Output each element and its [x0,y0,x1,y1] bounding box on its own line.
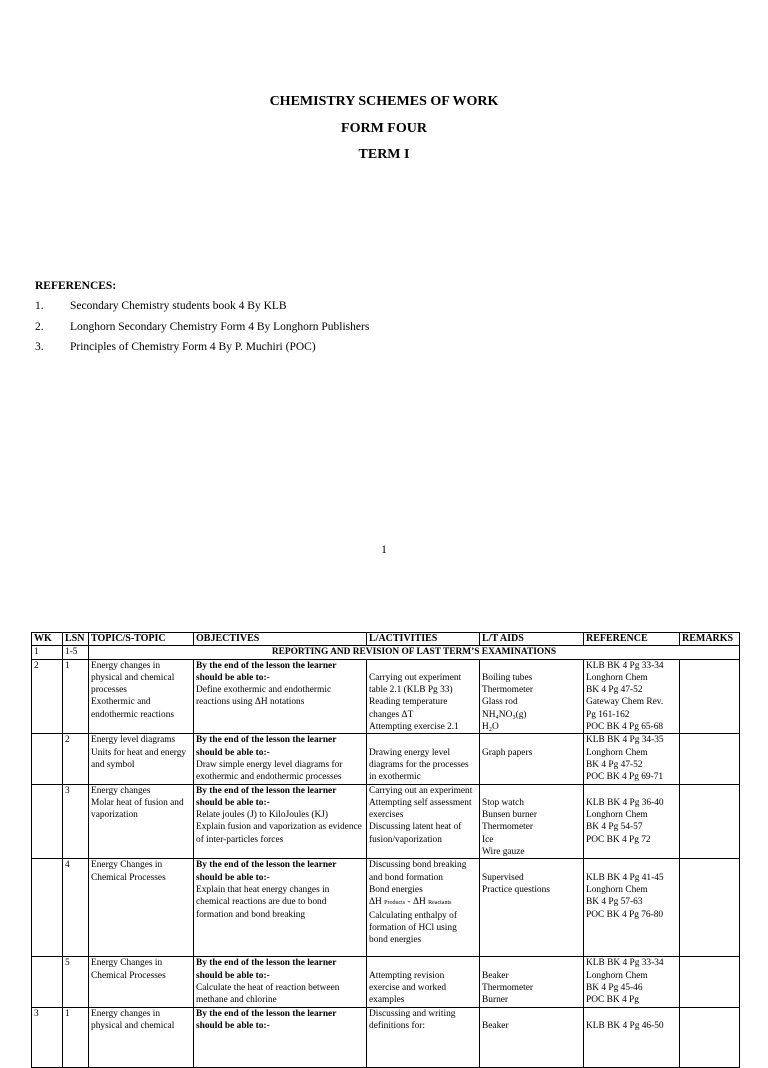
cell-objectives [194,784,367,859]
aid-line: Beaker [482,970,509,981]
header-activities: L/ACTIVITIES [367,633,480,646]
references-heading: REFERENCES: [35,280,117,292]
reference-item [35,299,369,320]
reference-line: POC BK 4 Pg 76-80 [586,909,664,920]
cell-reference [584,1007,680,1067]
scheme-of-work-table [31,632,740,1068]
table-row [32,734,740,784]
reference-number: 3. [35,341,44,353]
aid-line: Beaker [482,1020,509,1031]
topic-line: Exothermic and endothermic reactions [91,697,175,720]
cell-activities [367,1007,480,1067]
aid-line: Glass rod [482,697,518,708]
cell-lsn: 4 [63,859,89,957]
reference-line: KLB BK 4 Pg 33-34 [586,958,664,969]
cell-remarks [680,957,740,1007]
cell-lsn: 5 [63,957,89,1007]
cell-aids [480,957,584,1007]
cell-lsn: 2 [63,734,89,784]
cell-lsn: 1 [63,659,89,734]
term-title: TERM I [358,147,410,162]
header-reference: REFERENCE [584,633,680,646]
cell-topic [89,784,194,859]
aid-line: NH₄NO₃(g) [482,709,527,720]
cell-reference [584,784,680,859]
cell-topic [89,734,194,784]
cell-aids [480,784,584,859]
cell-activities [367,659,480,734]
reference-line: Longhorn Chem [586,747,648,758]
cell-topic [89,659,194,734]
reference-line: POC BK 4 Pg 69-71 [586,772,664,783]
header-remarks: REMARKS [680,633,740,646]
header-objectives: OBJECTIVES [194,633,367,646]
aid-line: Graph papers [482,747,533,758]
topic-line: Energy changes in physical and chemical processes [91,660,175,696]
activity-line: Discussing and writing definitions for: [369,1008,456,1031]
reference-line: POC BK 4 Pg [586,995,639,1006]
topic-line: Energy changes in physical and chemical [91,1008,175,1031]
cell-lsn: 1-5 [63,646,89,659]
activity-line: Bond energies [369,884,423,895]
objective-text: Calculate the heat of reaction between methane and chlorine [196,982,340,1006]
reference-number: 2. [35,320,44,333]
reference-line: Longhorn Chem [586,672,648,683]
objective-lead: By the end of the lesson the learner should be able to:- [196,958,337,981]
cell-objectives [194,957,367,1007]
cell-activities [367,734,480,784]
products-subscript: Products [384,900,406,907]
cell-objectives [194,1007,367,1067]
table-row [32,784,740,859]
reference-line: KLB BK 4 Pg 33-34 [586,660,664,671]
cell-remarks [680,784,740,859]
aid-line: Thermometer [482,685,534,696]
activity-line: Attempting revision exercise and worked examples [369,970,447,1006]
aid-line: Stop watch [482,797,524,808]
aid-line: Supervised [482,872,524,883]
reactants-subscript: Reactants [428,900,452,907]
cell-remarks [680,734,740,784]
activity-line: Reading temperature changes ΔT [369,697,448,720]
aid-line: Wire gauze [482,847,525,858]
reference-line: KLB BK 4 Pg 41-45 [586,872,664,883]
reference-line: Longhorn Chem [586,810,648,821]
cell-wk [32,859,63,957]
objective-text: Explain that heat energy changes in chemical reactions are due to bond formation and bond breaking [196,884,330,920]
cell-aids [480,659,584,734]
reference-line: KLB BK 4 Pg 34-35 [586,735,664,746]
topic-line: Energy level diagrams [91,735,176,746]
cell-objectives [194,659,367,734]
references-section [35,279,369,361]
aid-line: Burner [482,995,509,1006]
header-aids: L/T AIDS [480,633,584,646]
reference-line: Longhorn Chem [586,970,648,981]
minus-sign: - [407,897,411,908]
cell-objectives [194,859,367,957]
topic-line: Molar heat of fusion and vaporization [91,797,184,821]
objective-text: Relate joules (J) to KiloJoules (KJ) [196,810,329,821]
cell-wk: 1 [32,646,63,659]
reference-line: BK 4 Pg 54-57 [586,822,643,833]
objective-lead: By the end of the lesson the learner should be able to:- [196,860,337,883]
cell-reference [584,957,680,1007]
activity-line: Discussing latent heat of fusion/vaporization [369,822,462,845]
cell-objectives [194,734,367,784]
objective-lead: By the end of the lesson the learner should be able to:- [196,785,337,808]
delta-h-symbol: ΔH [369,897,382,908]
reference-text: Principles of Chemistry Form 4 By P. Muchiri (POC) [70,341,316,353]
cell-reference [584,659,680,734]
header-lsn: LSN [63,633,89,646]
aid-line: Boiling tubes [482,672,533,683]
delta-h-symbol: ΔH [412,897,426,908]
reference-line: Pg 161-162 [586,709,630,720]
delta-h-line [369,896,477,909]
cell-remarks [680,859,740,957]
aid-line: Bunsen burner [482,810,537,821]
cell-aids [480,734,584,784]
reference-text: Secondary Chemistry students book 4 By KLB [70,300,287,312]
header-wk: WK [32,633,63,646]
table-header-row [32,633,740,646]
aid-line: Thermometer [482,822,534,833]
document-title: CHEMISTRY SCHEMES OF WORK [269,94,499,109]
objective-text: Draw simple energy level diagrams for exothermic and endothermic processes [196,759,343,783]
form-title: FORM FOUR [341,120,427,136]
aid-line: Thermometer [482,982,534,993]
cell-aids [480,859,584,957]
cell-topic [89,957,194,1007]
cell-lsn: 3 [63,784,89,859]
reference-line: BK 4 Pg 45-46 [586,982,643,993]
reference-line: KLB BK 4 Pg 46-50 [586,1020,664,1031]
reference-line: POC BK 4 Pg 65-68 [586,722,664,733]
cell-wk [32,734,63,784]
reference-line: POC BK 4 Pg 72 [586,834,651,845]
cell-wk: 2 [32,659,63,734]
objective-lead: By the end of the lesson the learner should be able to:- [196,660,337,683]
objective-text: Explain fusion and vaporization as evidence of inter-particles forces [196,822,362,845]
reference-line: Longhorn Chem [586,884,648,895]
document-title-block [0,93,768,173]
cell-remarks [680,1007,740,1067]
reference-line: BK 4 Pg 57-63 [586,897,643,908]
topic-line: Units for heat and energy and symbol [91,747,187,770]
cell-wk: 3 [32,1007,63,1067]
activity-line: Calculating enthalpy of formation of HCl using bond energies [369,910,457,946]
topic-line: Energy changes [91,785,151,796]
activity-line: Attempting exercise 2.1 [369,722,459,733]
activity-line: Carrying out an experiment [369,785,473,796]
cell-wk [32,957,63,1007]
topic-line: Energy Changes in Chemical Processes [91,860,166,883]
activity-line: Discussing bond breaking and bond formation [369,860,467,883]
reference-number: 1. [35,300,44,312]
cell-topic [89,1007,194,1067]
reference-text: Longhorn Secondary Chemistry Form 4 By Longhorn Publishers [70,320,370,333]
revision-text: REPORTING AND REVISION OF LAST TERM’S EXAMINATIONS [89,646,740,659]
header-topic: TOPIC/S-TOPIC [89,633,194,646]
objective-lead: By the end of the lesson the learner should be able to:- [196,1008,337,1031]
cell-activities [367,784,480,859]
table-row [32,957,740,1007]
topic-line: Energy Changes in Chemical Processes [91,958,166,981]
cell-wk [32,784,63,859]
cell-activities [367,957,480,1007]
cell-topic [89,859,194,957]
cell-remarks [680,659,740,734]
table-row [32,859,740,957]
revision-row [32,646,740,659]
aid-line: Ice [482,834,494,845]
cell-activities [367,859,480,957]
reference-line: Gateway Chem Rev. [586,697,664,708]
activity-line: Attempting self assessment exercises [369,797,472,821]
table-row [32,659,740,734]
activity-line: Carrying out experiment table 2.1 (KLB Pg 33) [369,672,462,696]
aid-line: Practice questions [482,884,550,895]
activity-line: Drawing energy level diagrams for the processes in exothermic [369,747,469,783]
reference-item [35,340,369,361]
cell-aids [480,1007,584,1067]
cell-reference [584,859,680,957]
reference-item [35,320,369,341]
reference-line: BK 4 Pg 47-52 [586,685,643,696]
page-number: 1 [381,544,387,556]
reference-line: KLB BK 4 Pg 36-40 [586,797,664,808]
reference-line: BK 4 Pg 47-52 [586,759,643,770]
aid-line: H₂O [482,722,499,733]
objective-text: Define exothermic and endothermic reactions using ΔH notations [196,685,332,708]
cell-lsn: 1 [63,1007,89,1067]
objective-lead: By the end of the lesson the learner should be able to:- [196,735,337,758]
table-row [32,1007,740,1067]
cell-reference [584,734,680,784]
